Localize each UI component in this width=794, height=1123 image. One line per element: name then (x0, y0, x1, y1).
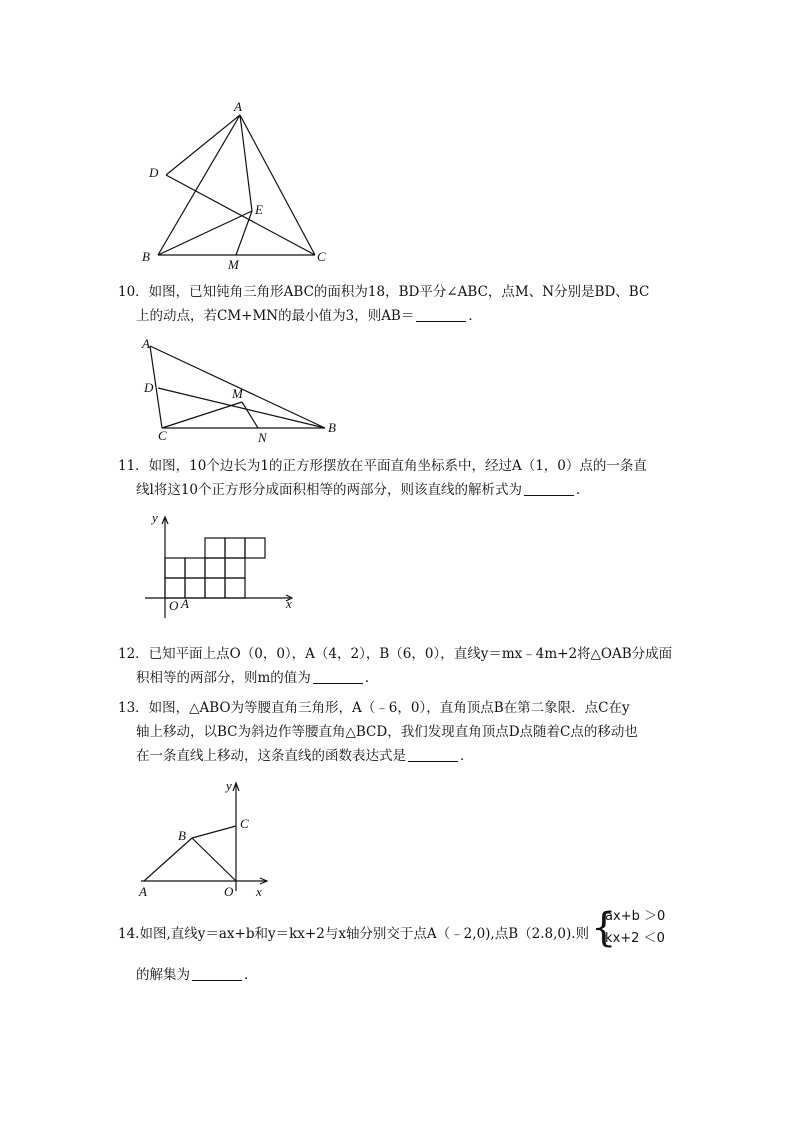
label-c: C (317, 249, 326, 264)
problem-13: 13．如图，△ABO为等腰直角三角形，A（﹣6，0），直角顶点B在第二象限．点C在y 轴上移动，以BC为斜边作等腰直角△BCD，我们发现直角顶点D点随着C点的移动也 在一条直线上移动，这条直线的函数表达式是 ． (118, 696, 678, 768)
inequality-2: kx+2 ＜0 (605, 931, 665, 946)
label-m: M (228, 257, 239, 272)
problem-10-line-2: 上的动点，若CM+MN的最小值为3，则AB＝ (136, 308, 415, 324)
label-a: A (142, 336, 150, 351)
problem-10-line-1: 10．如图，已知钝角三角形ABC的面积为18，BD平分∠ABC，点M、N分别是BD、BC (118, 284, 650, 300)
label-a: A (139, 884, 147, 899)
label-o: O (224, 884, 234, 899)
label-y: y (152, 510, 158, 525)
problem-13-line-2: 轴上移动，以BC为斜边作等腰直角△BCD，我们发现直角顶点D点随着C点的移动也 (136, 724, 638, 740)
label-d: D (144, 380, 154, 395)
problem-11-line-2: 线l将这10个正方形分成面积相等的两部分，则该直线的解析式为 (136, 482, 522, 498)
answer-blank[interactable] (313, 669, 363, 684)
figure-squares-grid (140, 508, 310, 618)
problem-13-line-3: 在一条直线上移动，这条直线的函数表达式是 (136, 748, 406, 764)
label-c: C (158, 428, 167, 443)
label-b: B (142, 249, 150, 264)
problem-14: 14.如图,直线y＝ax+b和y＝kx+2与x轴分别交于点A（﹣2,0),点B（2.8,0).则 { ax+b ＞0 kx+2 ＜0 的解集为 ． (118, 905, 666, 983)
label-y: y (226, 778, 232, 793)
label-b: B (328, 420, 336, 435)
problem-12-line-2: 积相等的两部分，则m的值为 (136, 670, 311, 686)
label-x: x (286, 596, 292, 611)
label-a: A (234, 99, 242, 114)
label-m: M (232, 386, 243, 401)
problem-12-line-1: 12．已知平面上点O（0，0），A（4，2），B（6，0），直线y＝mx﹣4m+2将△OAB分成面 (118, 646, 673, 662)
figure-isosceles-right-triangle (136, 776, 276, 900)
answer-blank[interactable] (416, 307, 466, 322)
figure-obtuse-triangle (138, 336, 348, 448)
label-n: N (258, 430, 267, 445)
label-b: B (178, 828, 186, 843)
answer-blank[interactable] (408, 747, 458, 762)
problem-12: 12．已知平面上点O（0，0），A（4，2），B（6，0），直线y＝mx﹣4m+2将△OAB分成面 积相等的两部分，则m的值为 ． (118, 642, 678, 690)
answer-blank[interactable] (524, 481, 574, 496)
label-e: E (255, 202, 263, 217)
problem-11-line-1: 11．如图，10个边长为1的正方形摆放在平面直角坐标系中，经过A（1，0）点的一条直 (118, 458, 647, 474)
problem-10: 10．如图，已知钝角三角形ABC的面积为18，BD平分∠ABC，点M、N分别是BD、BC 上的动点，若CM+MN的最小值为3，则AB＝ ． (118, 280, 678, 328)
problem-14-line-1: 14.如图,直线y＝ax+b和y＝kx+2与x轴分别交于点A（﹣2,0),点B（2.8,0).则 (118, 926, 590, 942)
inequality-system: { ax+b ＞0 kx+2 ＜0 (591, 905, 666, 951)
problem-14-line-2: 的解集为 (136, 967, 190, 983)
figure-triangle-abc (130, 95, 340, 275)
inequality-1: ax+b ＞0 (605, 909, 666, 924)
problem-13-line-1: 13．如图，△ABO为等腰直角三角形，A（﹣6，0），直角顶点B在第二象限．点C在y (118, 700, 630, 716)
label-c: C (240, 816, 249, 831)
label-d: D (149, 165, 159, 180)
problem-11: 11．如图，10个边长为1的正方形摆放在平面直角坐标系中，经过A（1，0）点的一条直 线l将这10个正方形分成面积相等的两部分，则该直线的解析式为 ． (118, 454, 678, 502)
label-x: x (256, 884, 262, 899)
answer-blank[interactable] (192, 966, 242, 981)
label-o: O (169, 598, 179, 613)
label-a: A (181, 596, 189, 611)
